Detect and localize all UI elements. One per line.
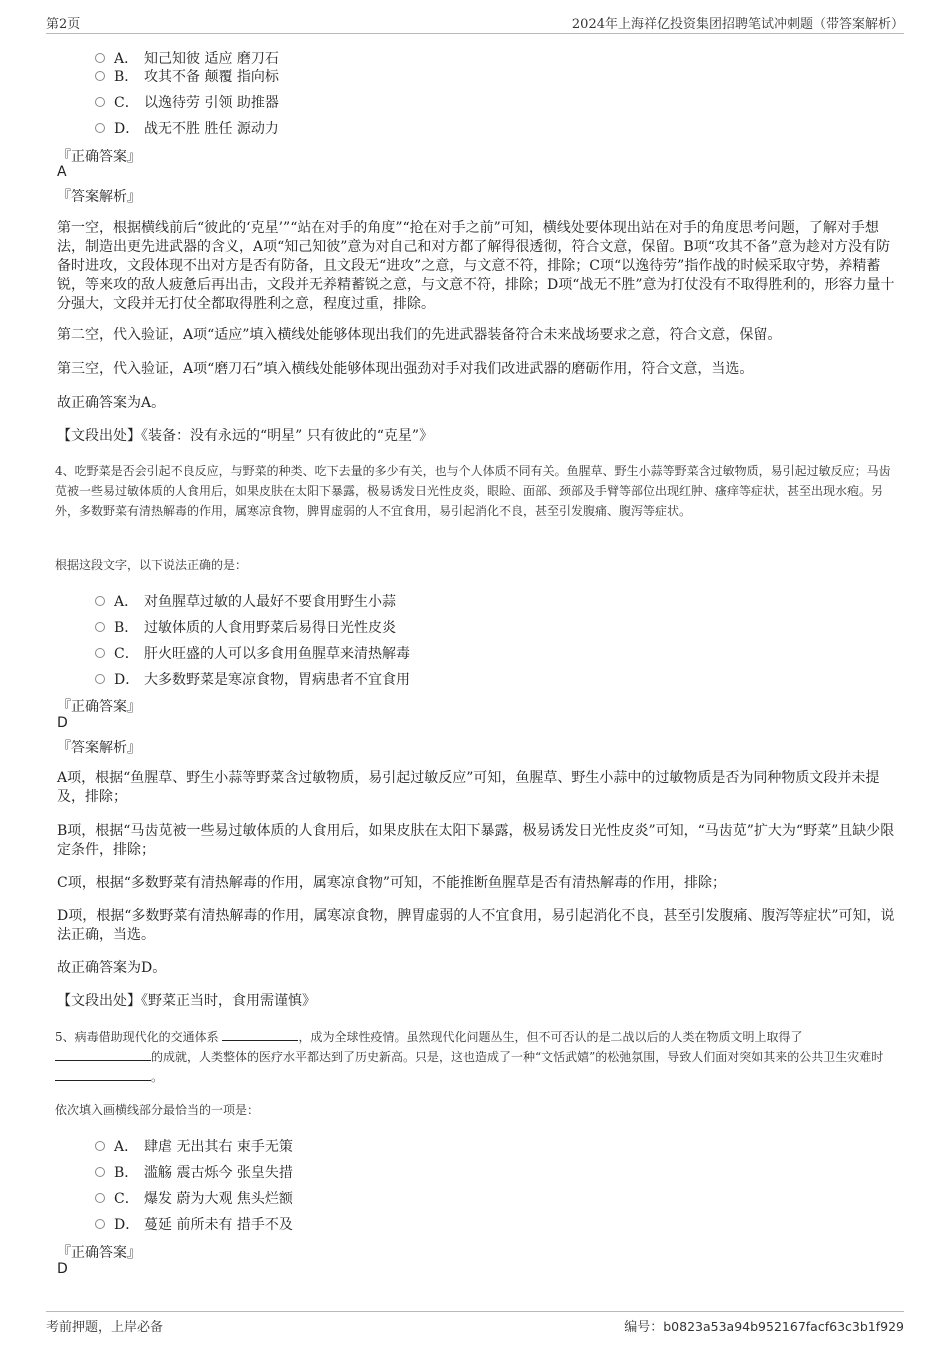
q3-analysis-label: 『答案解析』 (57, 189, 141, 205)
q3-analysis-paragraph: 第二空，代入验证，A项“适应”填入横线处能够体现出我们的先进武器装备符合未来战场要求之意，符合文意，保留。 (57, 327, 782, 343)
document-title: 2024年上海祥亿投资集团招聘笔试冲刺题（带答案解析） (571, 17, 904, 32)
radio-icon[interactable] (95, 123, 105, 133)
radio-icon[interactable] (95, 596, 105, 606)
q5-option-d[interactable]: D． 蔓延 前所未有 措手不及 (95, 1214, 293, 1234)
q4-analysis-paragraph: A项，根据“鱼腥草、野生小蒜等野菜含过敏物质，易引起过敏反应”可知，鱼腥草、野生小蒜中的过敏物质是否为同种物质文段并未提及，排除； (57, 770, 880, 805)
radio-icon[interactable] (95, 648, 105, 658)
q3-answer-label: 『正确答案』 (57, 149, 141, 165)
q4-analysis-paragraph: D项，根据“多数野菜有清热解毒的作用，属寒凉食物，脾胃虚弱的人不宜食用，易引起消化不良，甚至引发腹痛、腹泻等症状”可知，说法正确，当选。 (57, 908, 895, 943)
document-code: 编号：b0823a53a94b952167facf63c3b1f929 (624, 1319, 904, 1335)
q4-analysis-paragraph: C项，根据“多数野菜有清热解毒的作用，属寒凉食物”可知，不能推断鱼腥草是否有清热解毒的作用，排除； (57, 875, 727, 891)
q3-source: 【文段出处】《装备：没有永远的“明星” 只有彼此的“克星”》 (57, 428, 434, 444)
page-number: 第2页 (46, 17, 81, 32)
q4-analysis-paragraph: B项，根据“马齿苋被一些易过敏体质的人食用后，如果皮肤在太阳下暴露，极易诱发日光性皮炎”可知，“马齿苋”扩大为“野菜”且缺少限定条件，排除； (57, 823, 895, 858)
q4-analysis-label: 『答案解析』 (57, 740, 141, 756)
q5-answer-label: 『正确答案』 (57, 1245, 141, 1261)
q5-answer: D (57, 1261, 68, 1277)
q4-answer-label: 『正确答案』 (57, 699, 141, 715)
radio-icon[interactable] (95, 674, 105, 684)
q3-answer: A (57, 164, 67, 180)
radio-icon[interactable] (95, 622, 105, 632)
q3-option-d[interactable]: D． 战无不胜 胜任 源动力 (95, 118, 279, 138)
radio-icon[interactable] (95, 97, 105, 107)
q3-option-c[interactable]: C． 以逸待劳 引领 助推器 (95, 92, 279, 112)
blank-line (222, 1030, 298, 1041)
page-header (46, 11, 904, 34)
q5-option-c[interactable]: C． 爆发 蔚为大观 焦头烂额 (95, 1188, 293, 1208)
q3-option-b[interactable]: B． 攻其不备 颠覆 指向标 (95, 66, 279, 86)
radio-icon[interactable] (95, 1141, 105, 1151)
radio-icon[interactable] (95, 1167, 105, 1177)
radio-icon[interactable] (95, 1193, 105, 1203)
q3-option-a[interactable]: A． 知己知彼 适应 磨刀石 (95, 48, 279, 68)
q3-analysis-paragraph: 第一空，根据横线前后“彼此的‘克星’”“站在对手的角度”“抢在对手之前”可知，横线处要体现出站在对手的角度思考问题，了解对手想法，制造出更先进武器的含义，A项“知己知彼”意为对自己和对方都了解得很透彻，符合文意，保留。B项“攻其不备”意为趁对方没有防备时进攻，文段体现不出对方是否有防备，且文段无“进攻”之意，与文意不符，排除；C项“以逸待劳”指作战的时候采取守势，养精蓄锐，等来攻的敌人疲惫后再出击，文段并无养精蓄锐之意，与文意不符，排除；D项“战无不胜”意为打仗没有不取得胜利的，形容力量十分强大，文段并无打仗全都取得胜利之意，程度过重，排除。 (57, 220, 895, 312)
q4-answer: D (57, 715, 68, 731)
q3-analysis-paragraph: 第三空，代入验证，A项“磨刀石”填入横线处能够体现出强劲对手对我们改进武器的磨砺作用，符合文意，当选。 (57, 361, 754, 377)
q5-option-a[interactable]: A． 肆虐 无出其右 束手无策 (95, 1136, 293, 1156)
q4-option-c[interactable]: C． 肝火旺盛的人可以多食用鱼腥草来清热解毒 (95, 643, 410, 663)
q4-source: 【文段出处】《野菜正当时，食用需谨慎》 (57, 993, 316, 1009)
q3-analysis-paragraph: 故正确答案为A。 (57, 395, 166, 411)
radio-icon[interactable] (95, 53, 105, 63)
q4-prompt: 根据这段文字，以下说法正确的是： (55, 558, 248, 572)
page-footer (46, 1311, 904, 1336)
q5-option-b[interactable]: B． 滥觞 震古烁今 张皇失措 (95, 1162, 293, 1182)
blank-line (55, 1070, 151, 1081)
footer-slogan: 考前押题，上岸必备 (46, 1320, 164, 1335)
q4-option-b[interactable]: B． 过敏体质的人食用野菜后易得日光性皮炎 (95, 617, 396, 637)
q4-option-a[interactable]: A． 对鱼腥草过敏的人最好不要食用野生小蒜 (95, 591, 396, 611)
q4-stem: 4、吃野菜是否会引起不良反应，与野菜的种类、吃下去量的多少有关，也与个人体质不同有关。鱼腥草、野生小蒜等野菜含过敏物质，易引起过敏反应；马齿苋被一些易过敏体质的人食用后，如果皮肤在太阳下暴露，极易诱发日光性皮炎，眼睑、面部、颈部及手臂等部位出现红肿、瘙痒等症状，甚至出现水疱。另外，多数野菜有清热解毒的作用，属寒凉食物，脾胃虚弱的人不宜食用，易引起消化不良，甚至引发腹痛、腹泻等症状。 (55, 464, 891, 518)
q5-prompt: 依次填入画横线部分最恰当的一项是： (55, 1103, 260, 1117)
blank-line (55, 1050, 151, 1061)
q4-option-d[interactable]: D． 大多数野菜是寒凉食物，胃病患者不宜食用 (95, 669, 410, 689)
radio-icon[interactable] (95, 1219, 105, 1229)
q4-analysis-paragraph: 故正确答案为D。 (57, 960, 167, 976)
q5-stem: 5、病毒借助现代化的交通体系 ，成为全球性疫情。虽然现代化问题丛生，但不可否认的是二战以后的人类在物质文明上取得了的成就，人类整体的医疗水平都达到了历史新高。只是，这也造成了一种“文恬武嬉”的松弛氛围，导致人们面对突如其来的公共卫生灾难时 。 (55, 1030, 884, 1084)
radio-icon[interactable] (95, 71, 105, 81)
